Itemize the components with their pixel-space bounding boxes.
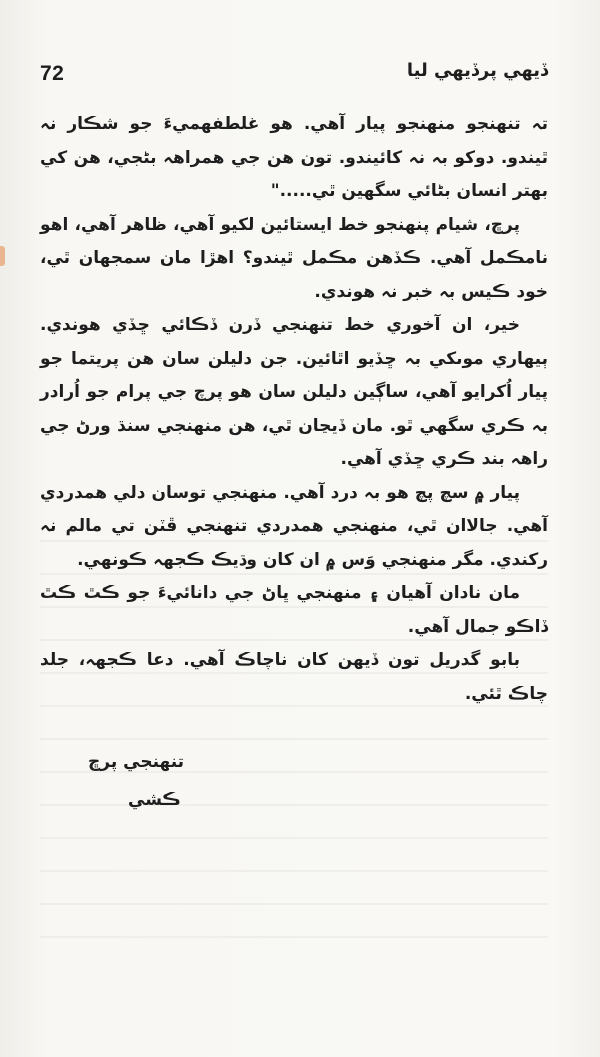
running-title: ڏيهي پرڏيهي ليا — [406, 60, 548, 81]
paragraph: بابو گدريل تون ڏيهن کان ناچاڪ آهي. دعا ڪجهہ، جلد چاڪ ٿئي. — [40, 650, 548, 704]
paragraph: پيار ۾ سچ پچ هو بہ درد آهي. منهنجي توسان دلي همدردي آهي. جالاان ٿي، منهنجي همدردي تنهنجي ڦٽن تي مالم نہ رکندي. مگر منهنجي وَس ۾ ان کان وڌيڪ ڪجهہ ڪونهي. — [40, 482, 548, 570]
paragraph: تہ تنهنجو منهنجو پيار آهي. هو غلطفهميءَ جو شڪار نہ ٿيندو. دوکو بہ نہ کائيندو. تون هن جي همراهہ بڻجي، هن کي بهتر انسان بڻائي سگهين ٿي....." — [40, 114, 548, 201]
letter-body — [40, 108, 548, 711]
page-header — [40, 60, 548, 96]
paragraph: مان نادان آهيان ۽ منهنجي ڀاڻ جي دانائيءَ جو ڪٿ ڪٿ ڏاڪو جمال آهي. — [40, 583, 548, 637]
letter-closing: تنهنجي پرڇ — [88, 752, 185, 772]
page-number: 72 — [40, 62, 65, 85]
page-edge-mark — [0, 246, 5, 266]
paragraph: پرڇ، شيام پنهنجو خط ايستائين لکيو آهي، ظاهر آهي، اهو نامڪمل آهي. ڪڏهن مڪمل ٿيندو؟ اهڙا مان سمجهان ٿي، خود ڪيس بہ خبر نہ هوندي. — [40, 214, 548, 302]
paragraph: خير، ان آخوري خط تنهنجي ڏرن ڏڪائي ڇڏي هوندي. ٻيهاري موںکي بہ ڇڏيو اٿائين. جن دليلن سان هن پريتما جو پيار اُکرايو آهي، ساڳين دليلن سان هو پرچ جي پرام جو اُرادر بہ ڪري سگهي ٿو. مان ڏيڃان ٿي، هن منهنجي سنڌ ورڻ جي راهہ بند ڪري ڇڏي آهي. — [40, 315, 548, 469]
letter-signature: ڪشي — [128, 790, 181, 810]
